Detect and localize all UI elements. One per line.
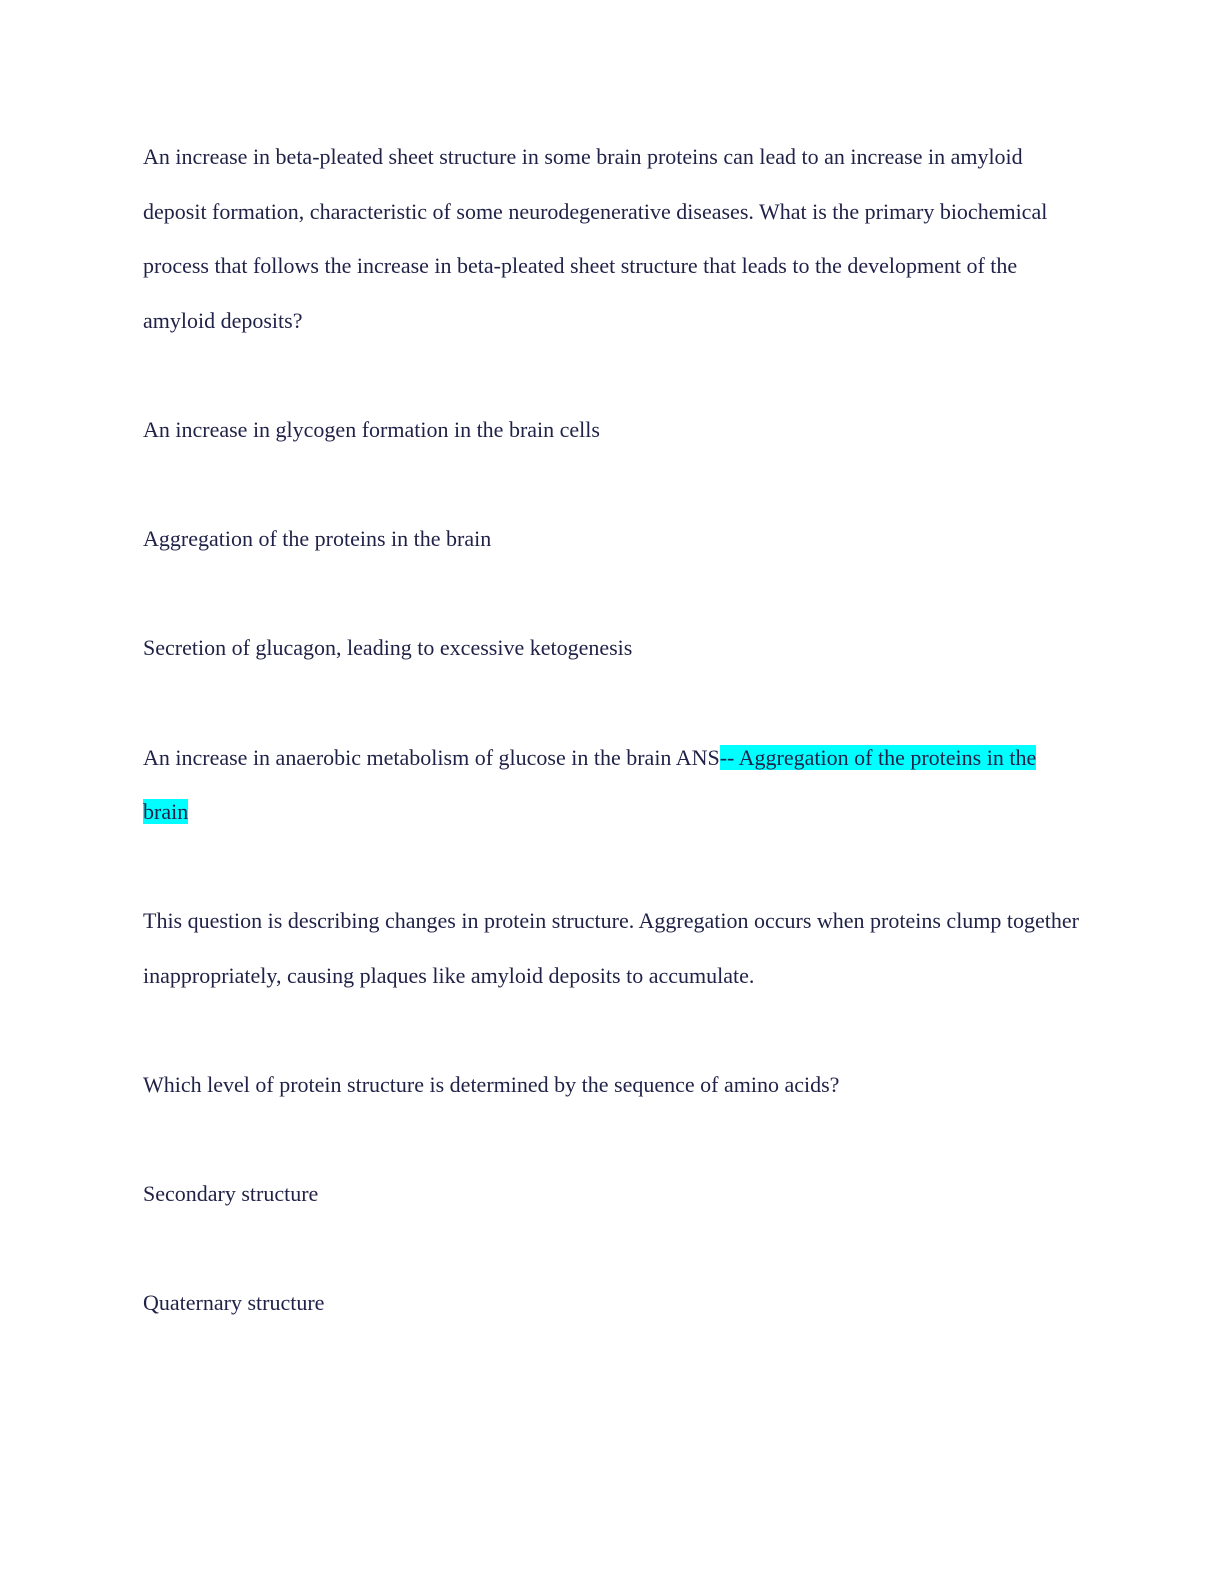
document-body (143, 130, 1083, 1386)
question-1-option-3: Secretion of glucagon, leading to excessive ketogenesis (143, 635, 633, 661)
question-1-option-4-with-answer (143, 731, 1083, 840)
question-1-option-1: An increase in glycogen formation in the brain cells (143, 416, 600, 442)
question-1-explanation: This question is describing changes in protein structure. Aggregation occurs when proteins clump together inappropriately, causing plaques like amyloid deposits to accumulate. (143, 908, 1079, 988)
question-1-option-2: Aggregation of the proteins in the brain (143, 526, 492, 552)
question-1-stem: An increase in beta-pleated sheet structure in some brain proteins can lead to an increase in amyloid deposit formation, characteristic of some neurodegenerative diseases. What is the primary biochemical process that follows the increase in beta-pleated sheet structure that leads to the development of the amyloid deposits? (143, 144, 1048, 333)
question-1-answer-highlight: -- Aggregation of the proteins in the brain (143, 744, 1037, 825)
question-2-stem: Which level of protein structure is determined by the sequence of amino acids? (143, 1072, 840, 1098)
question-2-option-2: Quaternary structure (143, 1290, 325, 1316)
question-2-option-1: Secondary structure (143, 1181, 319, 1207)
question-1-option-4: An increase in anaerobic metabolism of glucose in the brain ANS (143, 744, 720, 770)
